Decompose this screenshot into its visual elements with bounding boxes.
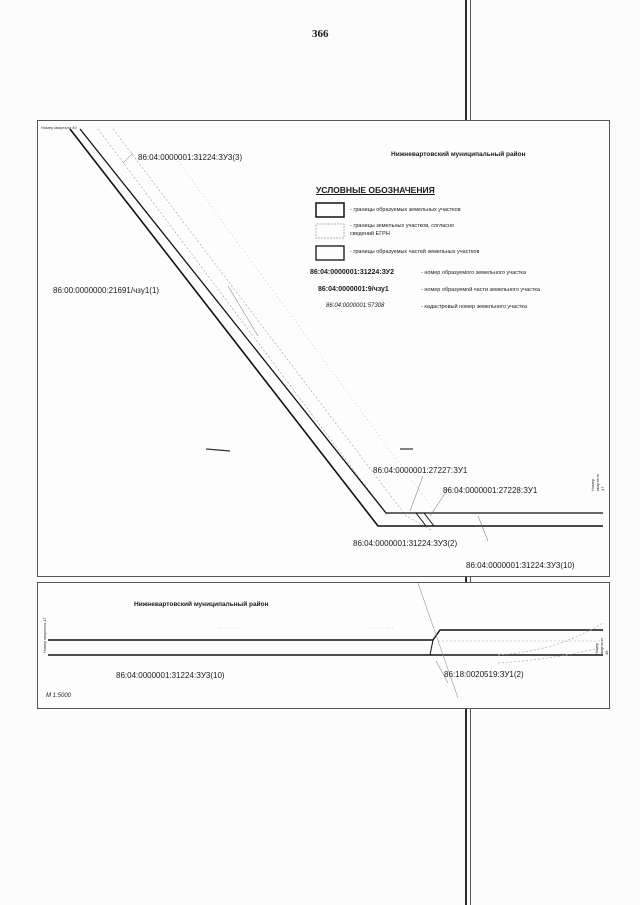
- legend-item: сведений ЕГРН: [350, 231, 390, 237]
- legend-desc: - номер образуемого земельного участка: [421, 270, 527, 276]
- legend-item: - границы образуемых земельных участков: [350, 207, 461, 213]
- legend-title: УСЛОВНЫЕ ОБОЗНАЧЕНИЯ: [316, 185, 435, 195]
- scale-label: М 1:5000: [46, 693, 72, 699]
- map2-drawing: [38, 583, 609, 708]
- parcel-label: 86:04:0000001:31224:ЗУ3(10): [466, 561, 575, 570]
- edge-label: Номер квартала 48: [594, 638, 609, 655]
- district-label: Нижневартовский муниципальный район: [134, 601, 269, 608]
- parcel-label: 86:04:0000001:27228:ЗУ1: [443, 486, 538, 495]
- edge-label: Номер квартала 47: [42, 617, 47, 653]
- legend-code: 86:04:0000001:57308: [326, 303, 385, 309]
- legend-code: 86:04:0000001:9/чзу1: [318, 286, 389, 293]
- parcel-label: 86:04:0000001:27227:ЗУ1: [373, 466, 468, 475]
- map-sheet-1: [37, 120, 610, 577]
- page-number: 366: [312, 28, 329, 40]
- district-label: Нижневартовский муниципальный район: [391, 151, 526, 158]
- legend-item: - границы образуемых частей земельных участков: [350, 249, 480, 255]
- parcel-boundary-3: [48, 630, 603, 640]
- corner-label: Номер квартала 40: [41, 125, 77, 130]
- legend-desc: - кадастровый номер земельного участка: [421, 304, 527, 310]
- legend-code: 86:04:0000001:31224:ЗУ2: [310, 269, 394, 276]
- edge-label: Номер квартала 47: [590, 474, 605, 491]
- map-sheet-2: [37, 582, 610, 709]
- parcel-label: 86:00:0000000:21691/чзу1(1): [53, 286, 160, 295]
- parcel-label: 86:18:0020519:ЗУ1(2): [444, 670, 524, 679]
- parcel-label: 86:04:0000001:31224:ЗУ3(3): [138, 153, 243, 162]
- legend-item: - границы земельных участков, согласно: [350, 223, 455, 229]
- parcel-label: 86:04:0000001:31224:ЗУ3(10): [116, 671, 225, 680]
- parcel-label: 86:04:0000001:31224:ЗУ3(2): [353, 539, 458, 548]
- legend-desc: - номер образуемой части земельного участка: [421, 287, 540, 293]
